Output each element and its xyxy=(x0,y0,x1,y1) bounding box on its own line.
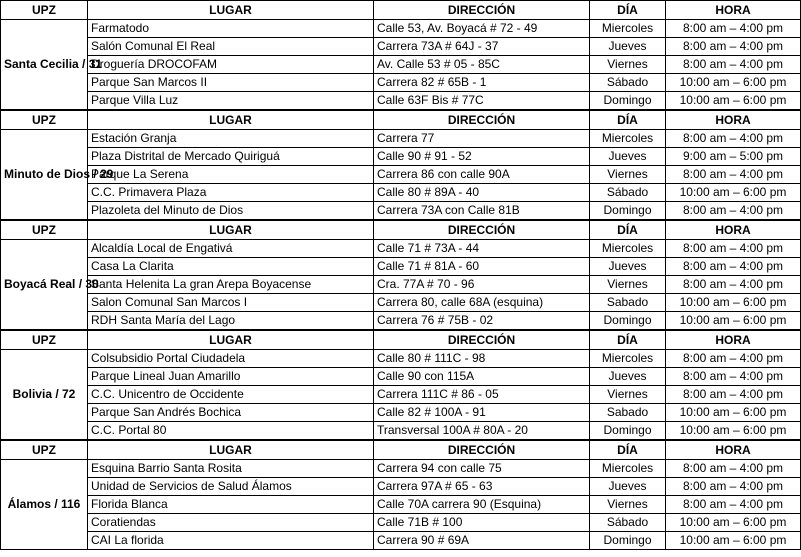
lugar-cell: Parque Villa Luz xyxy=(88,92,374,111)
direccion-cell: Carrera 76 # 75B - 02 xyxy=(374,312,590,331)
column-header-dia: DÍA xyxy=(590,110,666,130)
upz-cell: Boyacá Real / 30 xyxy=(1,240,88,331)
hora-cell: 10:00 am – 6:00 pm xyxy=(666,74,801,92)
table-row xyxy=(1,422,801,441)
direccion-cell: Av. Calle 53 # 05 - 85C xyxy=(374,56,590,74)
dia-cell: Domingo xyxy=(590,92,666,111)
schedule-body xyxy=(1,1,801,550)
group-header-row xyxy=(1,1,801,20)
table-row xyxy=(1,240,801,258)
hora-cell: 8:00 am – 4:00 pm xyxy=(666,240,801,258)
table-row xyxy=(1,258,801,276)
dia-cell: Jueves xyxy=(590,368,666,386)
dia-cell: Sábado xyxy=(590,184,666,202)
table-row xyxy=(1,350,801,368)
lugar-cell: Parque San Andrés Bochica xyxy=(88,404,374,422)
dia-cell: Sábado xyxy=(590,74,666,92)
dia-cell: Sabado xyxy=(590,404,666,422)
lugar-cell: C.C. Primavera Plaza xyxy=(88,184,374,202)
hora-cell: 8:00 am – 4:00 pm xyxy=(666,202,801,221)
table-row xyxy=(1,20,801,38)
lugar-cell: C.C. Unicentro de Occidente xyxy=(88,386,374,404)
column-header-direccion: DIRECCIÓN xyxy=(374,330,590,350)
column-header-upz: UPZ xyxy=(1,110,88,130)
hora-cell: 8:00 am – 4:00 pm xyxy=(666,276,801,294)
column-header-direccion: DIRECCIÓN xyxy=(374,440,590,460)
hora-cell: 8:00 am – 4:00 pm xyxy=(666,38,801,56)
table-row xyxy=(1,532,801,550)
hora-cell: 8:00 am – 4:00 pm xyxy=(666,496,801,514)
hora-cell: 8:00 am – 4:00 pm xyxy=(666,166,801,184)
hora-cell: 10:00 am – 6:00 pm xyxy=(666,532,801,550)
dia-cell: Jueves xyxy=(590,38,666,56)
direccion-cell: Calle 80 # 111C - 98 xyxy=(374,350,590,368)
column-header-direccion: DIRECCIÓN xyxy=(374,220,590,240)
lugar-cell: Colsubsidio Portal Ciudadela xyxy=(88,350,374,368)
column-header-dia: DÍA xyxy=(590,220,666,240)
dia-cell: Miercoles xyxy=(590,20,666,38)
dia-cell: Viernes xyxy=(590,166,666,184)
lugar-cell: Florida Blanca xyxy=(88,496,374,514)
dia-cell: Viernes xyxy=(590,386,666,404)
column-header-dia: DÍA xyxy=(590,440,666,460)
dia-cell: Jueves xyxy=(590,478,666,496)
table-row xyxy=(1,184,801,202)
table-row xyxy=(1,74,801,92)
direccion-cell: Transversal 100A # 80A - 20 xyxy=(374,422,590,441)
dia-cell: Sábado xyxy=(590,514,666,532)
column-header-hora: HORA xyxy=(666,220,801,240)
lugar-cell: Santa Helenita La gran Arepa Boyacense xyxy=(88,276,374,294)
lugar-cell: CAI La florida xyxy=(88,532,374,550)
direccion-cell: Calle 71 # 81A - 60 xyxy=(374,258,590,276)
lugar-cell: Alcaldía Local de Engativá xyxy=(88,240,374,258)
direccion-cell: Calle 71B # 100 xyxy=(374,514,590,532)
lugar-cell: Droguería DROCOFAM xyxy=(88,56,374,74)
direccion-cell: Calle 70A carrera 90 (Esquina) xyxy=(374,496,590,514)
column-header-direccion: DIRECCIÓN xyxy=(374,110,590,130)
dia-cell: Miercoles xyxy=(590,240,666,258)
direccion-cell: Carrera 111C # 86 - 05 xyxy=(374,386,590,404)
table-row xyxy=(1,130,801,148)
lugar-cell: Unidad de Servicios de Salud Álamos xyxy=(88,478,374,496)
direccion-cell: Calle 80 # 89A - 40 xyxy=(374,184,590,202)
hora-cell: 8:00 am – 4:00 pm xyxy=(666,130,801,148)
direccion-cell: Carrera 94 con calle 75 xyxy=(374,460,590,478)
table-row xyxy=(1,38,801,56)
column-header-dia: DÍA xyxy=(590,330,666,350)
column-header-upz: UPZ xyxy=(1,440,88,460)
lugar-cell: Salón Comunal El Real xyxy=(88,38,374,56)
group-header-row xyxy=(1,110,801,130)
lugar-cell: Plazoleta del Minuto de Dios xyxy=(88,202,374,221)
hora-cell: 8:00 am – 4:00 pm xyxy=(666,386,801,404)
group-header-row xyxy=(1,220,801,240)
hora-cell: 8:00 am – 4:00 pm xyxy=(666,258,801,276)
group-header-row xyxy=(1,440,801,460)
table-row xyxy=(1,386,801,404)
hora-cell: 8:00 am – 4:00 pm xyxy=(666,56,801,74)
hora-cell: 10:00 am – 6:00 pm xyxy=(666,184,801,202)
group-header-row xyxy=(1,330,801,350)
column-header-lugar: LUGAR xyxy=(88,220,374,240)
direccion-cell: Carrera 86 con calle 90A xyxy=(374,166,590,184)
hora-cell: 8:00 am – 4:00 pm xyxy=(666,350,801,368)
column-header-dia: DÍA xyxy=(590,1,666,20)
column-header-hora: HORA xyxy=(666,440,801,460)
column-header-direccion: DIRECCIÓN xyxy=(374,1,590,20)
direccion-cell: Calle 90 con 115A xyxy=(374,368,590,386)
direccion-cell: Carrera 77 xyxy=(374,130,590,148)
dia-cell: Miercoles xyxy=(590,130,666,148)
direccion-cell: Carrera 73A con Calle 81B xyxy=(374,202,590,221)
dia-cell: Viernes xyxy=(590,276,666,294)
table-row xyxy=(1,460,801,478)
table-row xyxy=(1,56,801,74)
table-row xyxy=(1,148,801,166)
direccion-cell: Calle 82 # 100A - 91 xyxy=(374,404,590,422)
dia-cell: Viernes xyxy=(590,496,666,514)
table-row xyxy=(1,202,801,221)
table-row xyxy=(1,166,801,184)
dia-cell: Miercoles xyxy=(590,350,666,368)
upz-cell: Bolivia / 72 xyxy=(1,350,88,441)
dia-cell: Domingo xyxy=(590,312,666,331)
dia-cell: Domingo xyxy=(590,202,666,221)
hora-cell: 8:00 am – 4:00 pm xyxy=(666,478,801,496)
lugar-cell: Casa La Clarita xyxy=(88,258,374,276)
direccion-cell: Calle 63F Bis # 77C xyxy=(374,92,590,111)
direccion-cell: Calle 53, Av. Boyacá # 72 - 49 xyxy=(374,20,590,38)
direccion-cell: Carrera 80, calle 68A (esquina) xyxy=(374,294,590,312)
lugar-cell: Parque La Serena xyxy=(88,166,374,184)
column-header-upz: UPZ xyxy=(1,1,88,20)
table-row xyxy=(1,294,801,312)
column-header-lugar: LUGAR xyxy=(88,110,374,130)
dia-cell: Sabado xyxy=(590,294,666,312)
column-header-hora: HORA xyxy=(666,110,801,130)
lugar-cell: Parque San Marcos II xyxy=(88,74,374,92)
lugar-cell: Farmatodo xyxy=(88,20,374,38)
table-row xyxy=(1,276,801,294)
direccion-cell: Carrera 97A # 65 - 63 xyxy=(374,478,590,496)
lugar-cell: Estación Granja xyxy=(88,130,374,148)
dia-cell: Jueves xyxy=(590,258,666,276)
hora-cell: 10:00 am – 6:00 pm xyxy=(666,294,801,312)
direccion-cell: Calle 90 # 91 - 52 xyxy=(374,148,590,166)
direccion-cell: Carrera 82 # 65B - 1 xyxy=(374,74,590,92)
direccion-cell: Calle 71 # 73A - 44 xyxy=(374,240,590,258)
table-row xyxy=(1,496,801,514)
dia-cell: Domingo xyxy=(590,422,666,441)
lugar-cell: Parque Lineal Juan Amarillo xyxy=(88,368,374,386)
lugar-cell: Esquina Barrio Santa Rosita xyxy=(88,460,374,478)
table-row xyxy=(1,404,801,422)
hora-cell: 9:00 am – 5:00 pm xyxy=(666,148,801,166)
direccion-cell: Cra. 77A # 70 - 96 xyxy=(374,276,590,294)
dia-cell: Jueves xyxy=(590,148,666,166)
hora-cell: 8:00 am – 4:00 pm xyxy=(666,20,801,38)
column-header-lugar: LUGAR xyxy=(88,1,374,20)
dia-cell: Viernes xyxy=(590,56,666,74)
column-header-upz: UPZ xyxy=(1,220,88,240)
upz-cell: Álamos / 116 xyxy=(1,460,88,550)
column-header-lugar: LUGAR xyxy=(88,440,374,460)
dia-cell: Domingo xyxy=(590,532,666,550)
direccion-cell: Carrera 73A # 64J - 37 xyxy=(374,38,590,56)
column-header-hora: HORA xyxy=(666,330,801,350)
column-header-upz: UPZ xyxy=(1,330,88,350)
hora-cell: 10:00 am – 6:00 pm xyxy=(666,312,801,331)
column-header-hora: HORA xyxy=(666,1,801,20)
lugar-cell: RDH Santa María del Lago xyxy=(88,312,374,331)
hora-cell: 10:00 am – 6:00 pm xyxy=(666,422,801,441)
hora-cell: 10:00 am – 6:00 pm xyxy=(666,404,801,422)
table-row xyxy=(1,478,801,496)
hora-cell: 8:00 am – 4:00 pm xyxy=(666,460,801,478)
dia-cell: Miercoles xyxy=(590,460,666,478)
hora-cell: 10:00 am – 6:00 pm xyxy=(666,92,801,111)
hora-cell: 10:00 am – 6:00 pm xyxy=(666,514,801,532)
upz-cell: Minuto de Dios / 29 xyxy=(1,130,88,221)
lugar-cell: Plaza Distrital de Mercado Quiriguá xyxy=(88,148,374,166)
column-header-lugar: LUGAR xyxy=(88,330,374,350)
upz-cell: Santa Cecilia / 31 xyxy=(1,20,88,111)
table-row xyxy=(1,312,801,331)
table-row xyxy=(1,368,801,386)
lugar-cell: Salon Comunal San Marcos I xyxy=(88,294,374,312)
lugar-cell: C.C. Portal 80 xyxy=(88,422,374,441)
hora-cell: 8:00 am – 4:00 pm xyxy=(666,368,801,386)
table-row xyxy=(1,514,801,532)
direccion-cell: Carrera 90 # 69A xyxy=(374,532,590,550)
table-row xyxy=(1,92,801,111)
lugar-cell: Coratiendas xyxy=(88,514,374,532)
